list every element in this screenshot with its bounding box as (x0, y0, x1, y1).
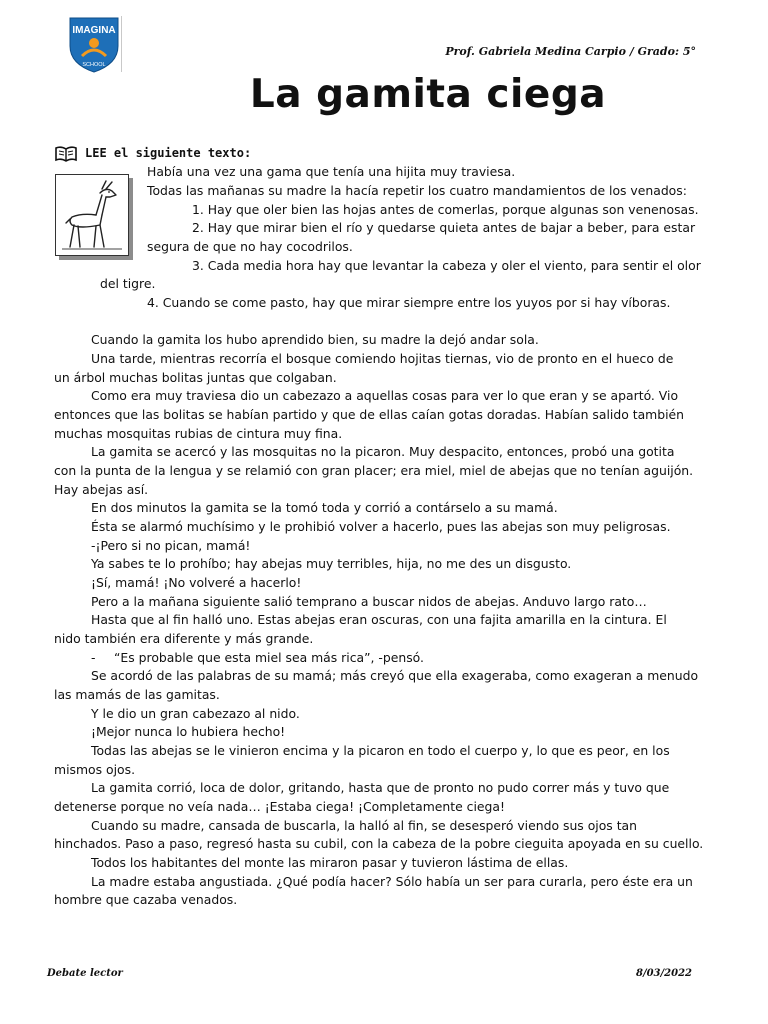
page-title: La gamita ciega (249, 72, 607, 117)
story-line: Ésta se alarmó muchísimo y le prohibió volver a hacerlo, pues las abejas son muy peligrosas. (91, 519, 671, 534)
story-line: “Es probable que esta miel sea más rica”, -pensó. (114, 650, 424, 665)
story-line: La gamita se acercó y las mosquitas no la picaron. Muy despacito, entonces, probó una gotita (91, 444, 675, 459)
story-line: Hay abejas así. (54, 482, 149, 497)
story-line: hombre que cazaba venados. (54, 892, 238, 907)
story-line: Cuando la gamita los hubo aprendido bien, su madre la dejó andar sola. (91, 332, 539, 347)
story-line: muchas mosquitas rubias de cintura muy fina. (54, 426, 343, 441)
story-line: Una tarde, mientras recorría el bosque comiendo hojitas tiernas, vio de pronto en el hueco de (91, 351, 674, 366)
story-line: La madre estaba angustiada. ¿Qué podía hacer? Sólo había un ser para curarla, pero éste era un (91, 874, 693, 889)
story-line: Y le dio un gran cabezazo al nido. (91, 706, 300, 721)
story-line: Todas las abejas se le vinieron encima y la picaron en todo el cuerpo y, lo que es peor, en los (91, 743, 670, 758)
story-line: Cuando su madre, cansada de buscarla, la halló al fin, se desesperó viendo sus ojos tan (91, 818, 637, 833)
commandment-3-cont: del tigre. (100, 276, 156, 291)
open-book-icon (55, 146, 77, 162)
intro-line: Todas las mañanas su madre la hacía repetir los cuatro mandamientos de los venados: (147, 183, 687, 198)
story-line: Pero a la mañana siguiente salió temprano a buscar nidos de abejas. Anduvo largo rato… (91, 594, 647, 609)
footer-date: 8/03/2022 (635, 968, 692, 979)
commandment-3: 3. Cada media hora hay que levantar la cabeza y oler el viento, para sentir el olor (192, 258, 701, 273)
instruction-label: LEE el siguiente texto: (85, 146, 252, 160)
commandment-2: 2. Hay que mirar bien el río y quedarse quieta antes de bajar a beber, para estar (192, 220, 696, 235)
commandment-4: 4. Cuando se come pasto, hay que mirar siempre entre los yuyos por si hay víboras. (147, 295, 671, 310)
story-line: ¡Mejor nunca lo hubiera hecho! (91, 724, 286, 739)
story-line: detenerse porque no veía nada… ¡Estaba ciega! ¡Completamente ciega! (54, 799, 505, 814)
intro-line: Había una vez una gama que tenía una hijita muy traviesa. (147, 164, 516, 179)
commandment-1: 1. Hay que oler bien las hojas antes de comerlas, porque algunas son venenosas. (192, 202, 699, 217)
story-line: Se acordó de las palabras de su mamá; más creyó que ella exageraba, como exageran a menudo (91, 668, 699, 683)
logo-divider (121, 16, 122, 72)
school-logo (64, 16, 124, 74)
footer-left: Debate lector (47, 968, 123, 979)
story-line: Como era muy traviesa dio un cabezazo a aquellas cosas para ver lo que eran y se apartó. Vio (91, 388, 679, 403)
story-line: mismos ojos. (54, 762, 136, 777)
commandment-2-cont: segura de que no hay cocodrilos. (147, 239, 353, 254)
story-line: un árbol muchas bolitas juntas que colgaban. (54, 370, 337, 385)
story-line: entonces que las bolitas se habían partido y que de ellas caían gotas doradas. Habían salido también (54, 407, 685, 422)
story-line: Todos los habitantes del monte las miraron pasar y tuvieron lástima de ellas. (91, 855, 569, 870)
story-line: La gamita corrió, loca de dolor, gritando, hasta que de pronto no pudo correr más y tuvo que (91, 780, 670, 795)
story-line: hinchados. Paso a paso, regresó hasta su cubil, con la cabeza de la pobre cieguita apoyada en su cuello. (54, 836, 704, 851)
story-line: con la punta de la lengua y se relamió con gran placer; era miel, miel de abejas que no tenían aguijón. (54, 463, 694, 478)
story-line: -¡Pero si no pican, mamá! (91, 538, 251, 553)
deer-illustration (55, 174, 129, 256)
story-line: las mamás de las gamitas. (54, 687, 220, 702)
teacher-grade-line: Prof. Gabriela Medina Carpio / Grado: 5° (445, 45, 696, 58)
story-line: En dos minutos la gamita se la tomó toda y corrió a contárselo a su mamá. (91, 500, 558, 515)
dialogue-dash: - (91, 650, 96, 665)
story-line: nido también era diferente y más grande. (54, 631, 314, 646)
story-line: Ya sabes te lo prohíbo; hay abejas muy terribles, hija, no me des un disgusto. (91, 556, 572, 571)
logo-subtext: SCHOOL (82, 62, 106, 68)
story-line: ¡Sí, mamá! ¡No volveré a hacerlo! (91, 575, 302, 590)
logo-text: IMAGINA (72, 25, 116, 36)
story-line: Hasta que al fin halló uno. Estas abejas eran oscuras, con una fajita amarilla en la cintura. El (91, 612, 667, 627)
